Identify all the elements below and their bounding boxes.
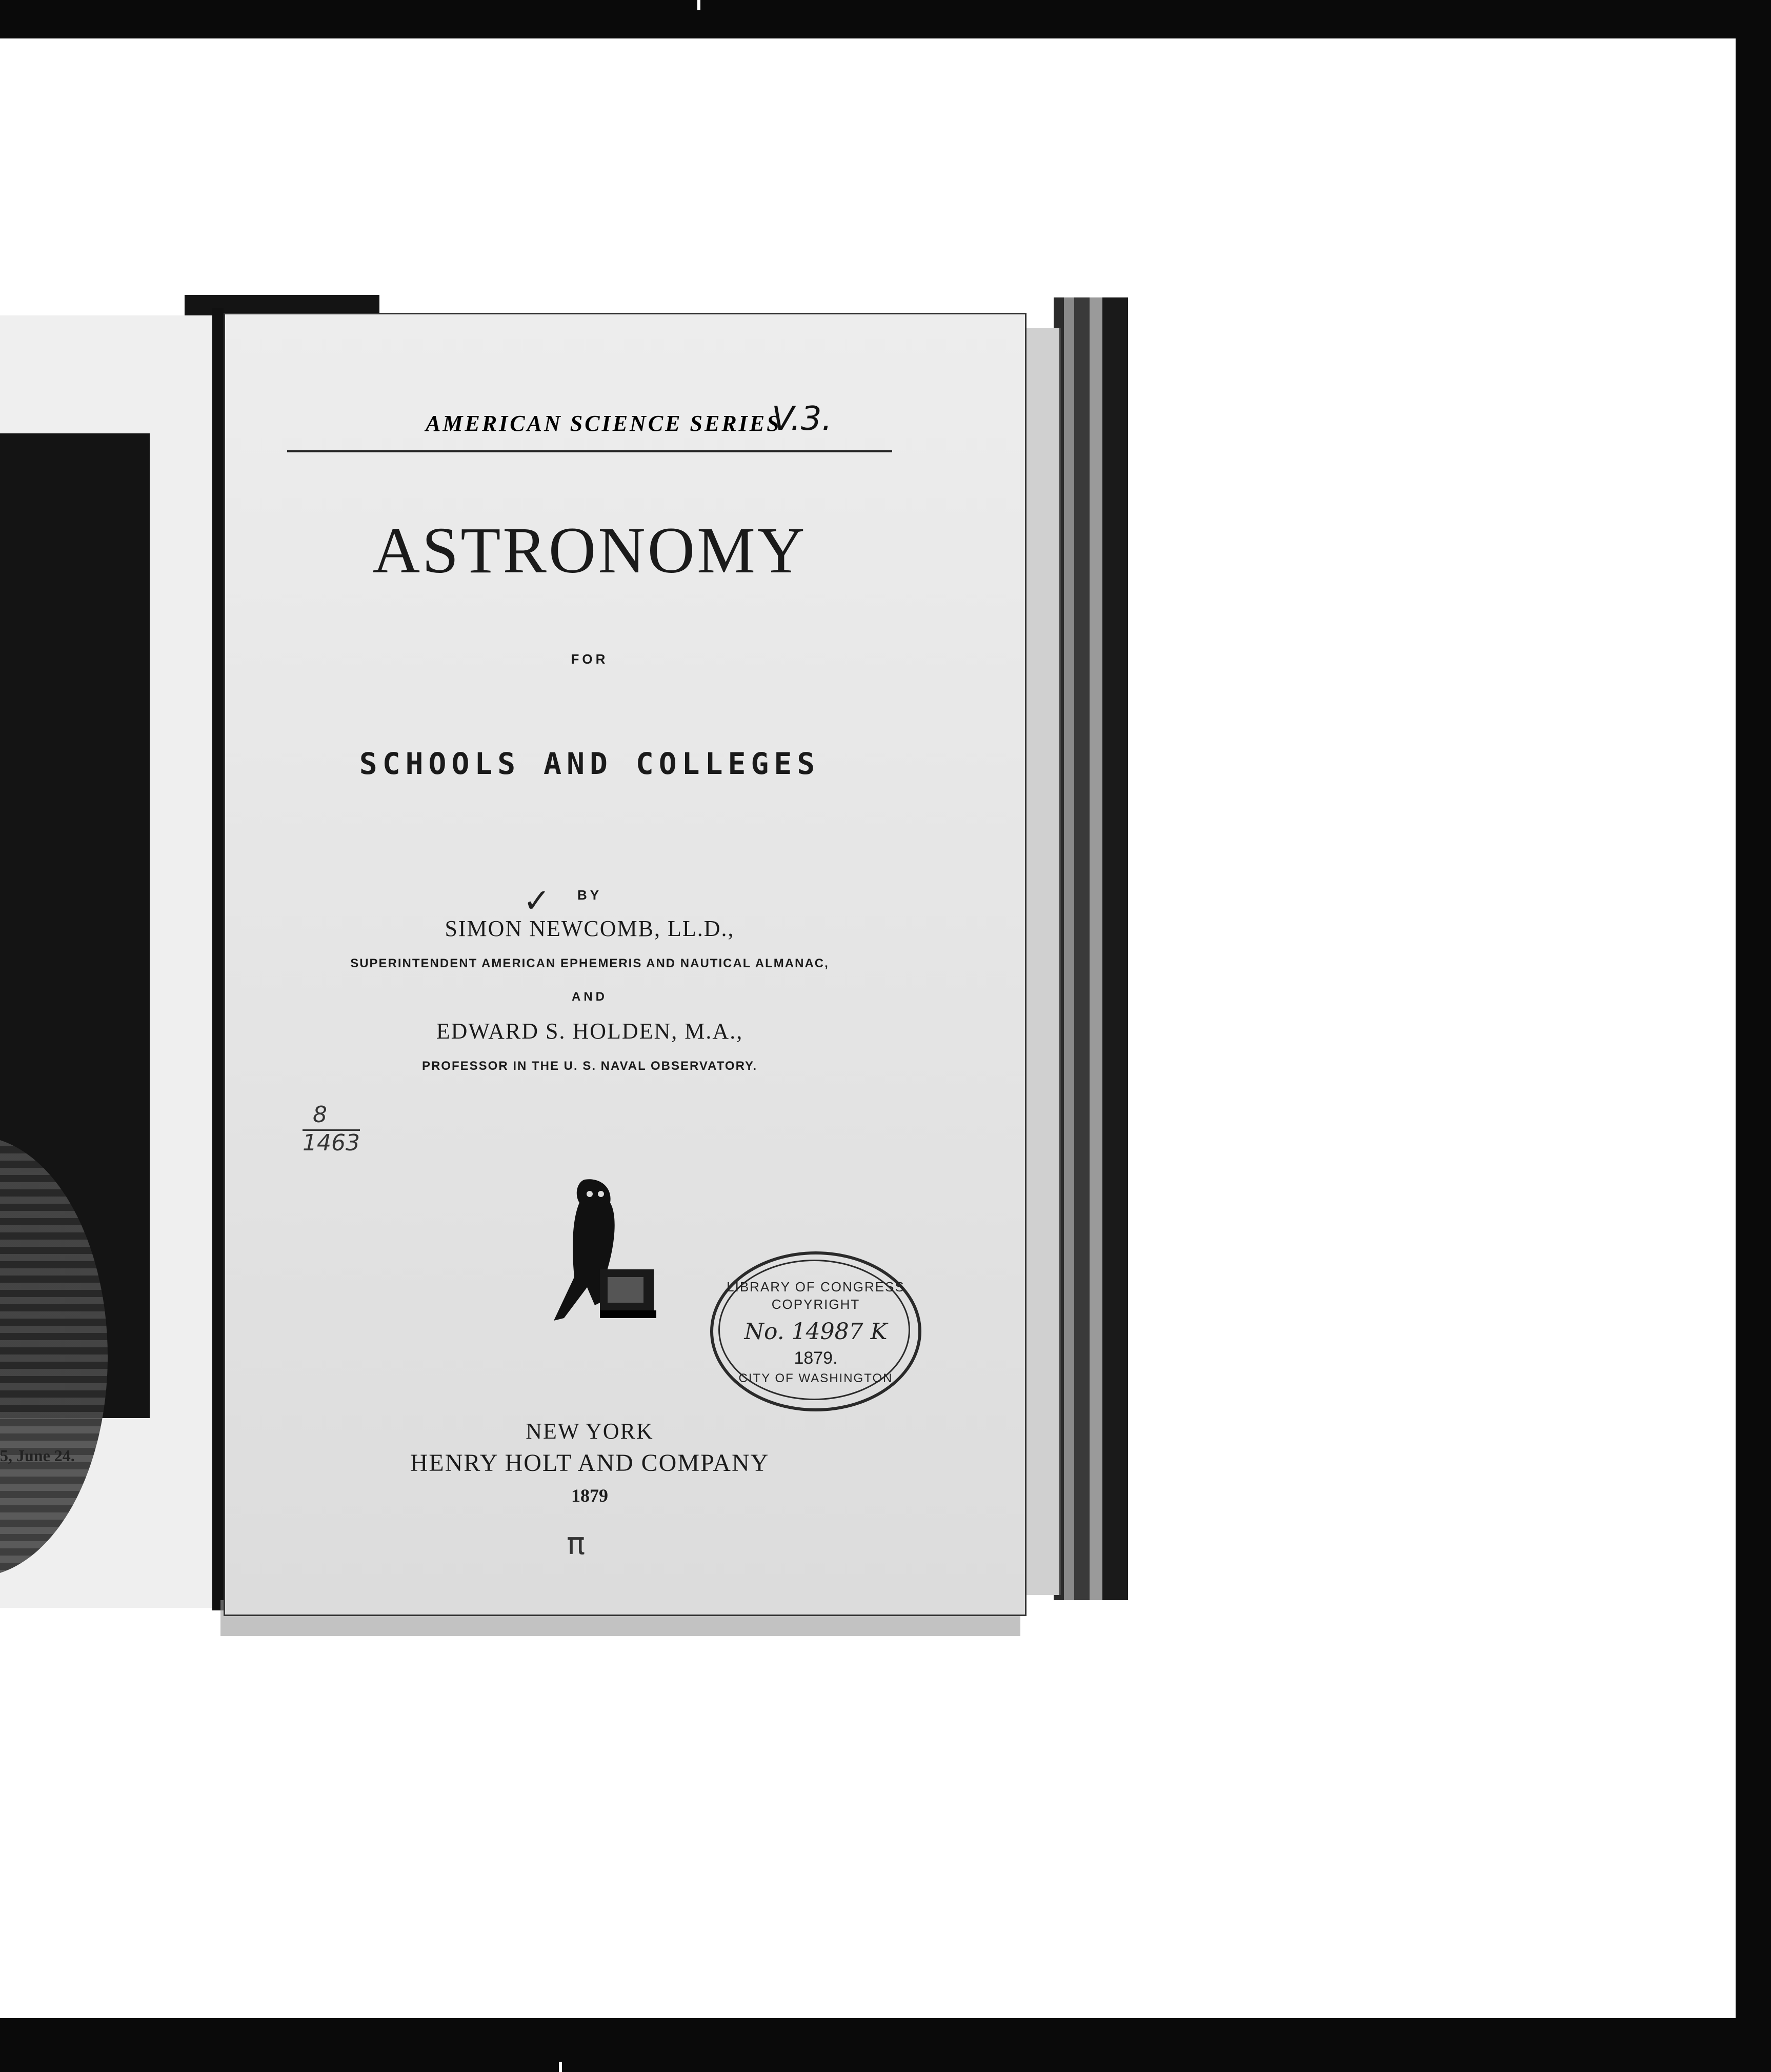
by-label: BY xyxy=(577,887,602,903)
film-border-bottom xyxy=(0,2018,1771,2072)
copyright-stamp xyxy=(710,1251,921,1411)
book-subtitle: SCHOOLS AND COLLEGES xyxy=(359,746,820,781)
stamp-number: No. 14987 K xyxy=(744,1319,888,1345)
stamp-line-4: CITY OF WASHINGTON xyxy=(738,1371,893,1385)
publication-place: NEW YORK xyxy=(526,1419,654,1444)
author-2: EDWARD S. HOLDEN, M.A., xyxy=(436,1019,743,1044)
film-tick xyxy=(697,0,700,10)
film-tick xyxy=(559,2062,562,2072)
handwritten-checkmark: ✓ xyxy=(523,882,551,920)
frontispiece-caption: 5, June 24. xyxy=(0,1446,75,1465)
stamp-line-2: COPYRIGHT xyxy=(771,1297,860,1312)
book-back-pages xyxy=(1023,328,1061,1595)
series-heading: AMERICAN SCIENCE SERIES xyxy=(426,411,781,436)
publication-year: 1879 xyxy=(571,1485,608,1506)
publisher-name: HENRY HOLT AND COMPANY xyxy=(410,1449,770,1477)
handwritten-pi-mark: π xyxy=(567,1526,586,1562)
film-border-top xyxy=(0,0,1771,38)
for-label: FOR xyxy=(571,651,609,667)
book-title: ASTRONOMY xyxy=(372,514,807,587)
owl-device-icon xyxy=(523,1174,667,1328)
call-number-top: 8 xyxy=(313,1102,327,1128)
handwritten-volume-note: V.3. xyxy=(772,400,832,438)
call-number-bottom: 1463 xyxy=(303,1130,360,1157)
film-border-right xyxy=(1736,0,1771,2072)
author-1: SIMON NEWCOMB, LL.D., xyxy=(445,916,735,941)
stamp-line-1: LIBRARY OF CONGRESS xyxy=(727,1279,905,1294)
author-2-designation: PROFESSOR IN THE U. S. NAVAL OBSERVATORY. xyxy=(421,1059,758,1073)
book-gutter xyxy=(212,308,224,1610)
stamp-year: 1879. xyxy=(794,1348,838,1368)
frontispiece-plate xyxy=(0,433,150,1418)
heading-rule xyxy=(287,450,892,452)
and-label: AND xyxy=(572,990,608,1004)
handwritten-call-number xyxy=(303,1103,360,1156)
author-1-designation: SUPERINTENDENT AMERICAN EPHEMERIS AND NAUTICAL ALMANAC, xyxy=(350,957,829,970)
book-fore-edge xyxy=(1054,297,1128,1600)
